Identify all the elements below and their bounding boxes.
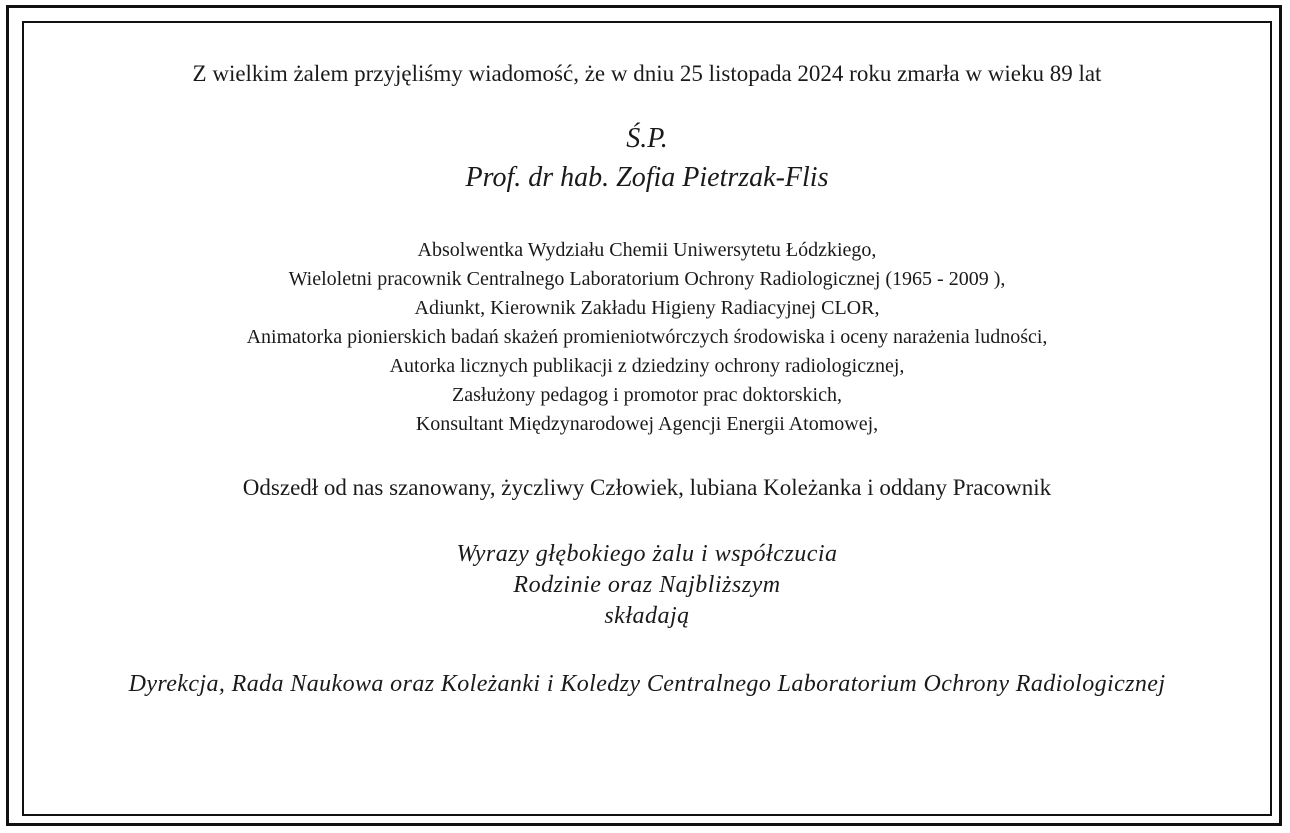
signature: Dyrekcja, Rada Naukowa oraz Koleżanki i Koledzy Centralnego Laboratorium Ochrony Radiologicznej [128, 671, 1166, 697]
bio-line: Absolwentka Wydziału Chemii Uniwersytetu Łódzkiego, [417, 239, 877, 261]
bio-line: Autorka licznych publikacji z dziedziny ochrony radiologicznej, [389, 355, 905, 377]
outer-border [6, 5, 1282, 826]
farewell-text: Odszedł od nas szanowany, życzliwy Człowiek, lubiana Koleżanka i oddany Pracownik [242, 475, 1052, 500]
obituary-notice [24, 23, 1270, 814]
condolence-line: Wyrazy głębokiego żalu i współczucia [456, 541, 838, 567]
condolence-line: składają [604, 603, 690, 629]
intro-text: Z wielkim żalem przyjęliśmy wiadomość, że w dniu 25 listopada 2024 roku zmarła w wieku 89 lat [192, 61, 1102, 86]
bio-line: Adiunkt, Kierownik Zakładu Higieny Radiacyjnej CLOR, [414, 297, 880, 319]
bio-line: Animatorka pionierskich badań skażeń promieniotwórczych środowiska i oceny narażenia ludności, [246, 326, 1048, 348]
bio-line: Wieloletni pracownik Centralnego Laboratorium Ochrony Radiologicznej (1965 - 2009 ), [288, 268, 1006, 290]
inner-border [22, 21, 1272, 816]
bio-line: Konsultant Międzynarodowej Agencji Energii Atomowej, [415, 413, 879, 435]
condolence-line: Rodzinie oraz Najbliższym [513, 572, 781, 598]
bio-line: Zasłużony pedagog i promotor prac doktorskich, [452, 384, 842, 406]
deceased-name: Prof. dr hab. Zofia Pietrzak-Flis [465, 162, 829, 193]
honorific: Ś.P. [626, 123, 668, 154]
